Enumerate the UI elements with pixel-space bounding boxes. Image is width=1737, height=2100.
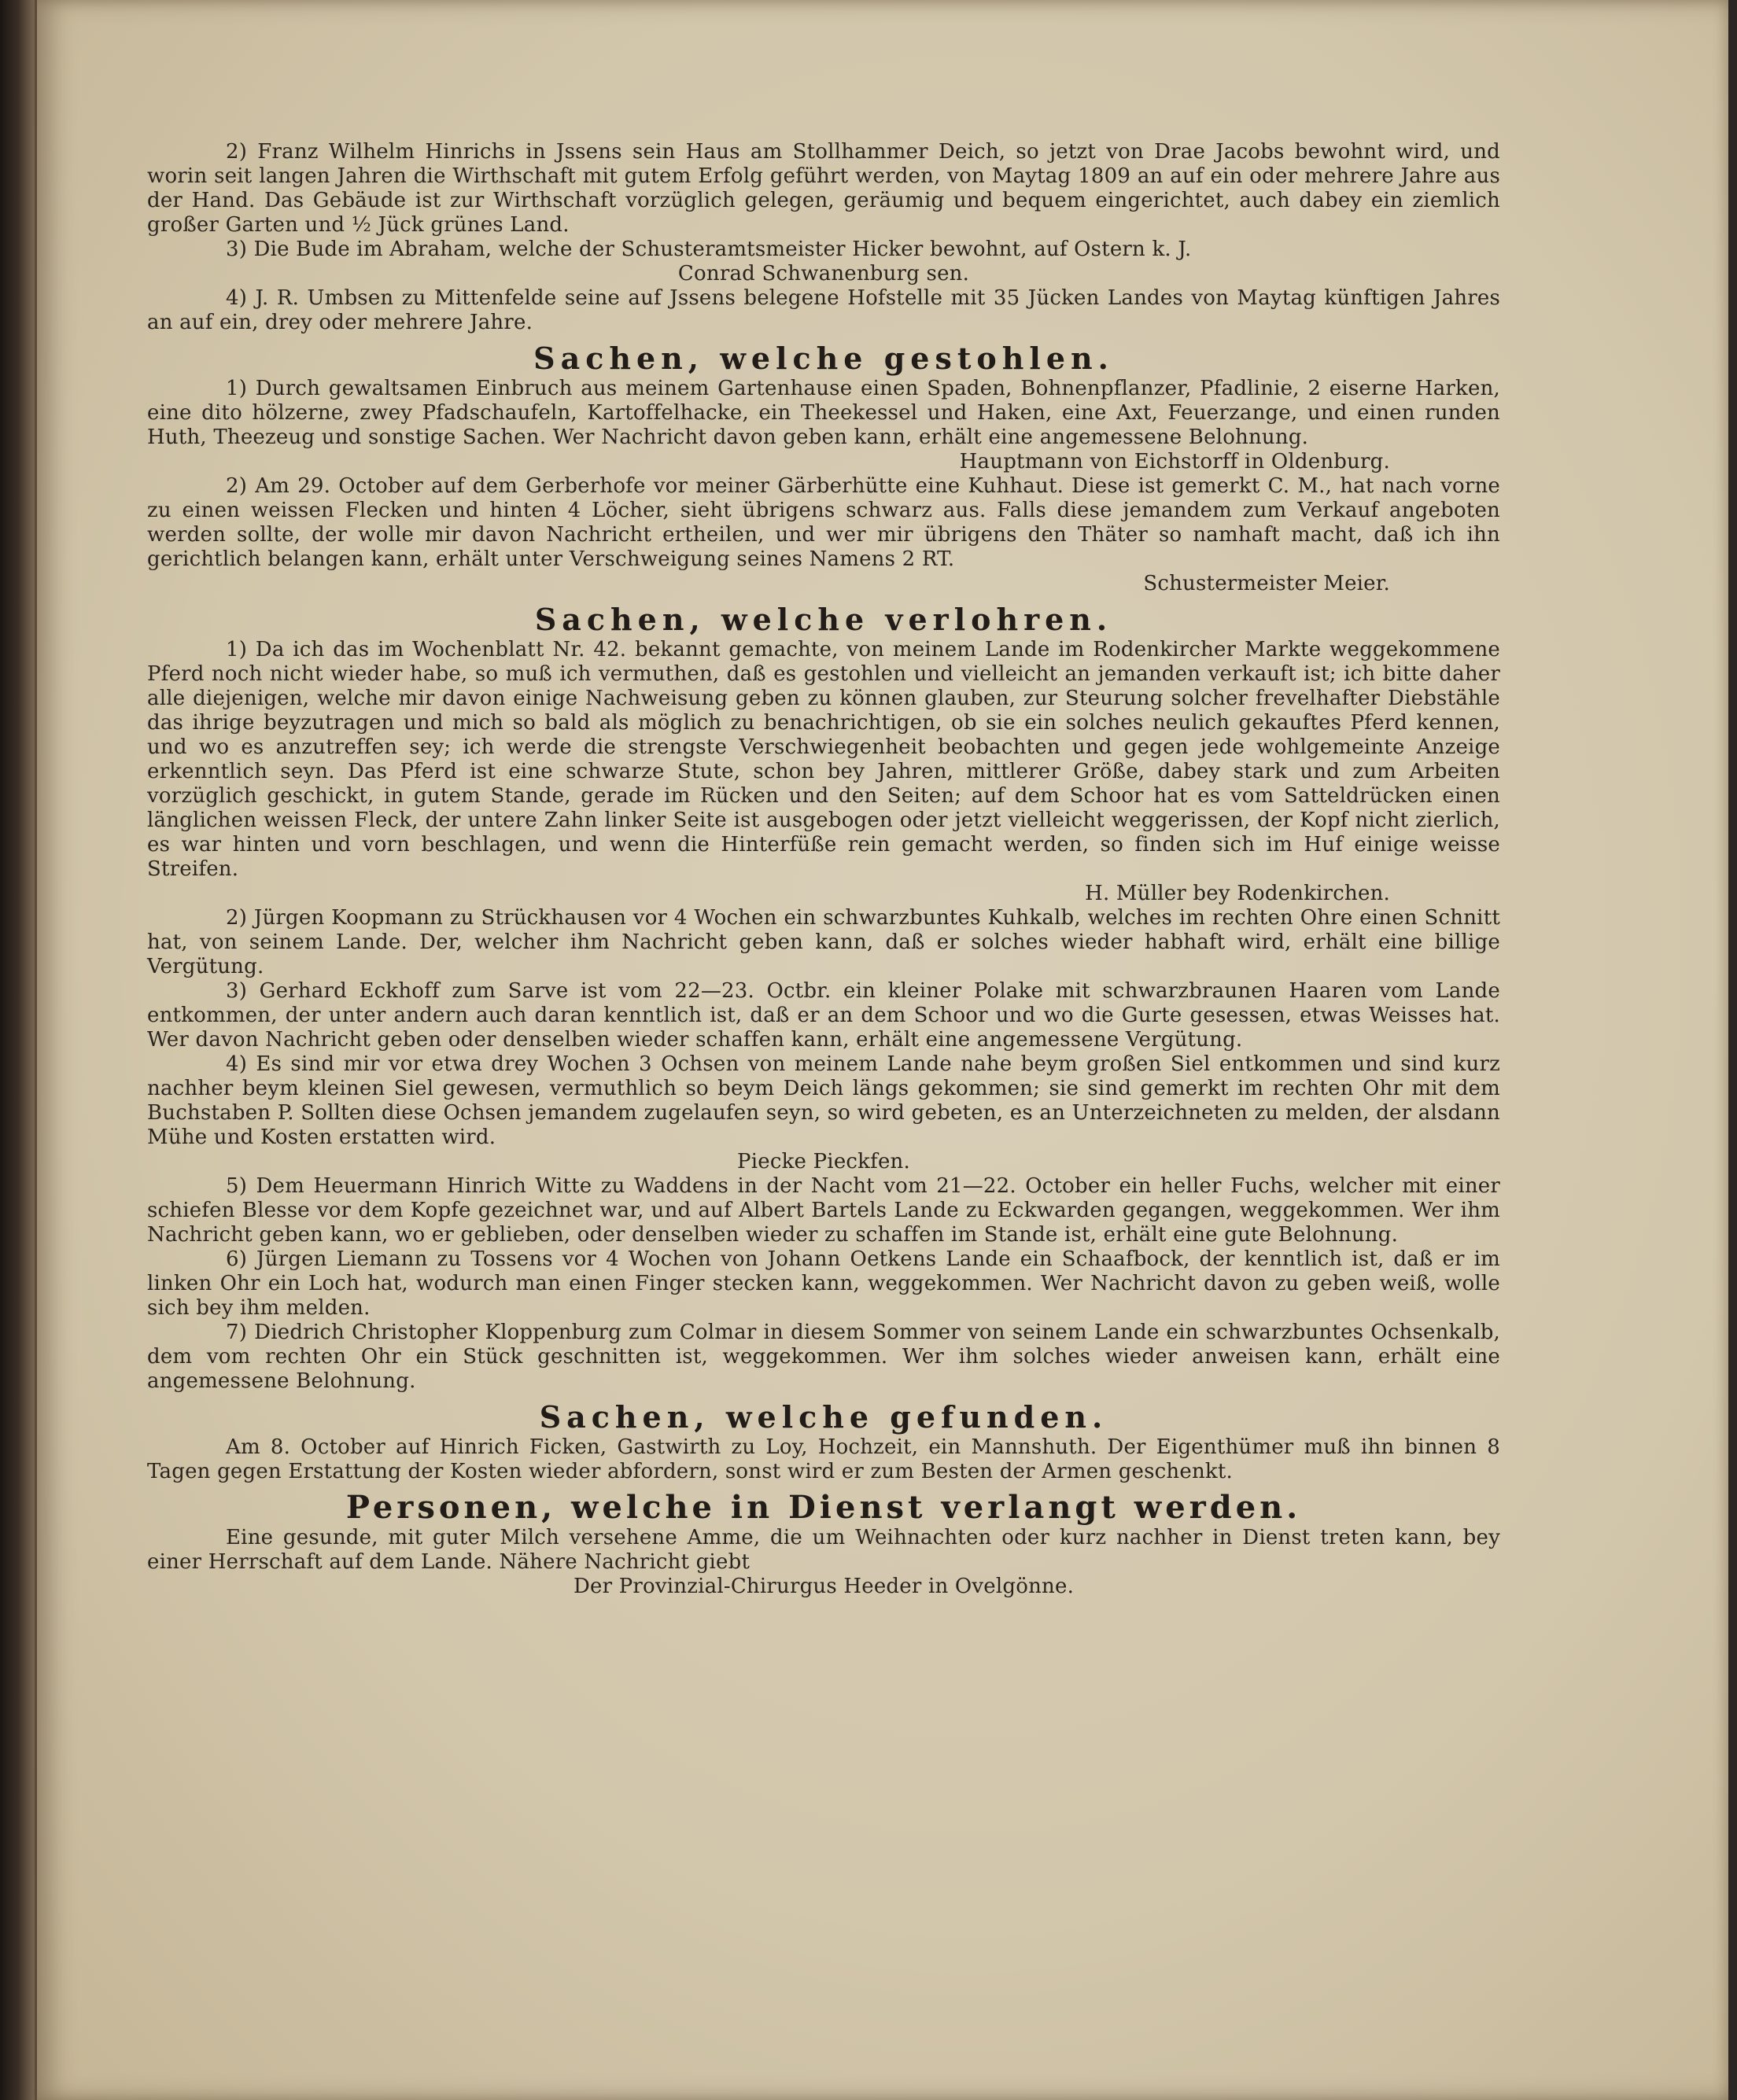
- rental-item-2: 2) Franz Wilhelm Hinrichs in Jssens sein Haus am Stollhammer Deich, so jetzt von Drae Jacobs bewohnt wird, und worin seit langen Jahren die Wirthschaft mit gutem Erfolg geführt werden, von Maytag 1809 an auf ein oder mehrere Jahre aus der Hand. Das Gebäude ist zur Wirthschaft vorzüglich gelegen, geräumig und bequem eingerichtet, auch dabey ein ziemlich großer Garten und ½ Jück grünes Land.: [147, 140, 1500, 237]
- found-item: Am 8. October auf Hinrich Ficken, Gastwirth zu Loy, Hochzeit, ein Mannshuth. Der Eigenthümer muß ihn binnen 8 Tagen gegen Erstattung der Kosten wieder abfordern, sonst wird er zum Besten der Armen geschenkt.: [147, 1435, 1500, 1483]
- lost-item-7: 7) Diedrich Christopher Kloppenburg zum Colmar in diesem Sommer von seinem Lande ein schwarzbuntes Ochsenkalb, dem vom rechten Ohr ein Stück geschnitten ist, weggekommen. Wer ihm solches wieder anweisen kann, erhält eine angemessene Belohnung.: [147, 1321, 1500, 1393]
- rental-item-3-signature: Conrad Schwanenburg sen.: [677, 262, 970, 286]
- rental-item-4: 4) J. R. Umbsen zu Mittenfelde seine auf Jssens belegene Hofstelle mit 35 Jücken Landes von Maytag künftigen Jahres an auf ein, drey oder mehrere Jahre.: [147, 286, 1500, 334]
- heading-found: Sachen, welche gefunden.: [539, 1399, 1108, 1435]
- heading-stolen: Sachen, welche gestohlen.: [533, 341, 1114, 376]
- lost-item-1: 1) Da ich das im Wochenblatt Nr. 42. bekannt gemachte, von meinem Lande im Rodenkircher Markte weggekommene Pferd noch nicht wieder habe, so muß ich vermuthen, daß es gestohlen und vielleicht an jemanden verkauft ist; ich bitte daher alle diejenigen, welche mir davon einige Nachweisung geben zu können glauben, zur Steurung solcher frevelhafter Diebstähle das ihrige beyzutragen und mich so bald als möglich zu benachrichtigen, ob sie ein solches neulich gekauftes Pferd kennen, und wo es anzutreffen sey; ich werde die strengste Verschwiegenheit beobachten und gegen jede wohlgemeinte Anzeige erkenntlich seyn. Das Pferd ist eine schwarze Stute, schon bey Jahren, mittlerer Größe, dabey stark und zum Arbeiten vorzüglich geschickt, in gutem Stande, gerade im Rücken und den Seiten; auf dem Schoor hat es vom Satteldrücken einen länglichen weissen Fleck, der untere Zahn linker Seite ist ausgebogen oder jetzt vielleicht weggerissen, der Kopf nicht zierlich, es war hinten und vorn beschlagen, und wenn die Hinterfüße rein gemacht werden, so finden sich im Huf einige weisse Streifen.: [147, 638, 1500, 881]
- lost-item-2: 2) Jürgen Koopmann zu Strückhausen vor 4 Wochen ein schwarzbuntes Kuhkalb, welches im rechten Ohre einen Schnitt hat, von seinem Lande. Der, welcher ihm Nachricht geben kann, daß er solches wieder habhaft wird, erhält eine billige Vergütung.: [147, 906, 1500, 978]
- lost-item-1-signature: H. Müller bey Rodenkirchen.: [1085, 882, 1390, 905]
- lost-item-3: 3) Gerhard Eckhoff zum Sarve ist vom 22—23. Octbr. ein kleiner Polake mit schwarzbraunen Haaren vom Lande entkommen, der unter andern auch daran kenntlich ist, daß er an dem Schoor und wo die Gurte gesessen, etwas Weisses hat. Wer davon Nachricht geben oder denselben wieder schaffen kann, erhält eine angemessene Vergütung.: [147, 979, 1500, 1052]
- rental-item-3: 3) Die Bude im Abraham, welche der Schusteramtsmeister Hicker bewohnt, auf Ostern k. J.: [226, 238, 1192, 261]
- stolen-item-1-signature: Hauptmann von Eichstorff in Oldenburg.: [959, 450, 1390, 473]
- lost-item-4: 4) Es sind mir vor etwa drey Wochen 3 Ochsen von meinem Lande nahe beym großen Siel entkommen und sind kurz nachher beym kleinen Siel gewesen, vermuthlich so beym Deich längs gekommen; sie sind gemerkt im rechten Ohr mit dem Buchstaben P. Sollten diese Ochsen jemandem zugelaufen seyn, so wird gebeten, es an Unterzeichneten zu melden, der alsdann Mühe und Kosten erstatten wird.: [147, 1052, 1500, 1149]
- wanted-service-item: Eine gesunde, mit guter Milch versehene Amme, die um Weihnachten oder kurz nachher in Dienst treten kann, bey einer Herrschaft auf dem Lande. Nähere Nachricht giebt: [147, 1526, 1500, 1574]
- lost-item-4-signature: Piecke Pieckfen.: [737, 1150, 910, 1173]
- stolen-item-2: 2) Am 29. October auf dem Gerberhofe vor meiner Gärberhütte eine Kuhhaut. Diese ist gemerkt C. M., hat nach vorne zu einen weissen Flecken und hinten 4 Löcher, sieht übrigens schwarz aus. Falls diese jemandem zum Verkauf angeboten werden sollte, der wolle mir davon Nachricht ertheilen, und wer mir übrigens den Thäter so namhaft macht, daß ich ihn gerichtlich belangen kann, erhält unter Verschweigung seines Namens 2 RT.: [147, 474, 1500, 571]
- heading-wanted-service: Personen, welche in Dienst verlangt werden.: [345, 1489, 1302, 1526]
- heading-lost: Sachen, welche verlohren.: [534, 602, 1113, 637]
- newspaper-page: [35, 0, 1728, 2100]
- lost-item-6: 6) Jürgen Liemann zu Tossens vor 4 Wochen von Johann Oetkens Lande ein Schaafbock, der kenntlich ist, daß er im linken Ohr ein Loch hat, wodurch man einen Finger stecken kann, weggekommen. Wer Nachricht davon zu geben weiß, wolle sich bey ihm melden.: [147, 1247, 1500, 1320]
- page-text-column: [147, 140, 1500, 1599]
- lost-item-5: 5) Dem Heuermann Hinrich Witte zu Waddens in der Nacht vom 21—22. October ein heller Fuchs, welcher mit einer schiefen Blesse vor dem Kopfe gezeichnet war, und auf Albert Bartels Lande zu Eckwarden gegangen, weggekommen. Wer ihm Nachricht geben kann, wo er geblieben, oder denselben wieder zu schaffen im Stande ist, erhält eine gute Belohnung.: [147, 1174, 1500, 1247]
- stolen-item-1: 1) Durch gewaltsamen Einbruch aus meinem Gartenhause einen Spaden, Bohnenpflanzer, Pfadlinie, 2 eiserne Harken, eine dito hölzerne, zwey Pfadschaufeln, Kartoffelhacke, ein Theekessel und Haken, eine Axt, Feuerzange, und einen runden Huth, Theezeug und sonstige Sachen. Wer Nachricht davon geben kann, erhält eine angemessene Belohnung.: [147, 377, 1500, 449]
- wanted-service-signature: Der Provinzial-Chirurgus Heeder in Ovelgönne.: [573, 1575, 1075, 1598]
- stolen-item-2-signature: Schustermeister Meier.: [1143, 572, 1390, 595]
